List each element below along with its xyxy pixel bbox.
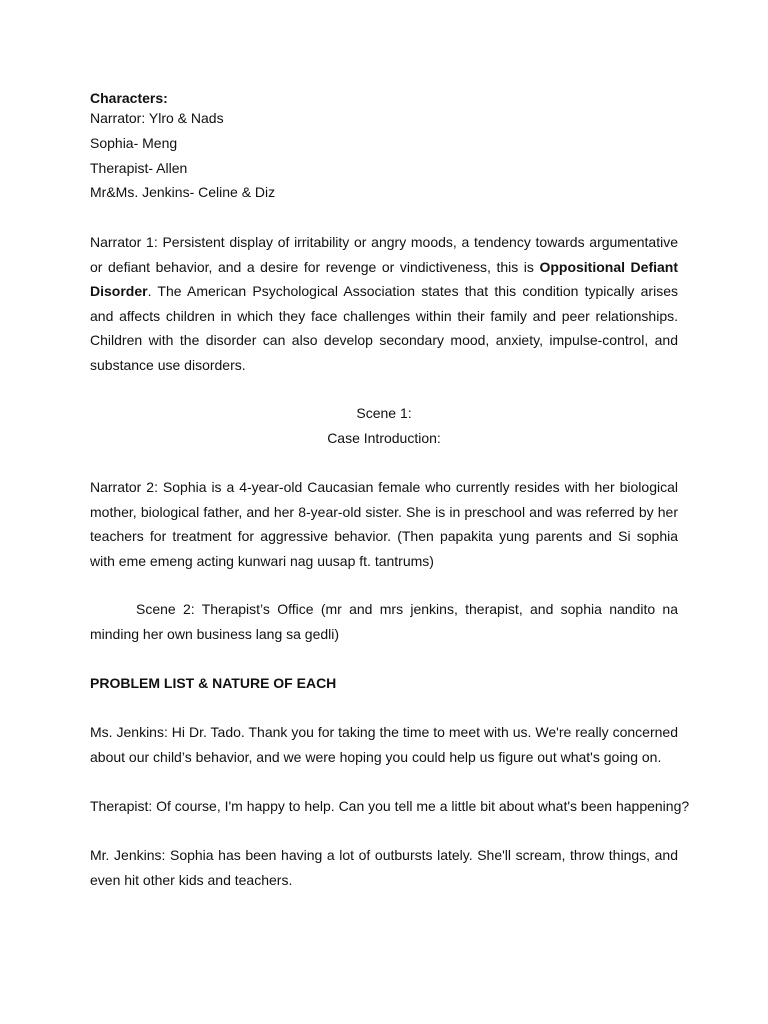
therapist-line: Therapist: Of course, I'm happy to help. Can you tell me a little bit about what's been happening? [90, 798, 690, 814]
characters-section [90, 90, 678, 205]
scene-1-heading [90, 401, 678, 450]
problem-list-heading: PROBLEM LIST & NATURE OF EACH [90, 675, 337, 691]
character-line-narrator: Narrator: Ylro & Nads [90, 110, 224, 126]
ms-jenkins-line: Ms. Jenkins: Hi Dr. Tado. Thank you for taking the time to meet with us. We're really concerned about our child’s behavior, and we were hoping you could help us figure out what's going on. [90, 724, 678, 765]
narrator-1-paragraph [90, 230, 678, 377]
character-line-jenkins: Mr&Ms. Jenkins- Celine & Diz [90, 184, 276, 201]
scene-1-title: Case Introduction: [327, 429, 441, 446]
character-line-therapist: Therapist- Allen [90, 159, 188, 176]
narrator-1-text-after: . The American Psychological Association states that this condition typically arises and affects children in which they face challenges within their family and peer relationships. Children with the disorder can also develop secondary mood, anxiety, impulse-control, and substance use disorders. [90, 283, 678, 373]
characters-heading: Characters: [90, 90, 168, 106]
scene-2-paragraph: Scene 2: Therapist’s Office (mr and mrs jenkins, therapist, and sophia nandito na minding her own business lang sa gedli) [90, 601, 678, 642]
narrator-2-paragraph: Narrator 2: Sophia is a 4-year-old Caucasian female who currently resides with her biological mother, biological father, and her 8-year-old sister. She is in preschool and was referred by her teachers for treatment for aggressive behavior. (Then papakita yung parents and Si sophia with eme emeng acting kunwari nag uusap ft. tantrums) [90, 479, 678, 569]
scene-1-label: Scene 1: [356, 405, 412, 421]
character-line-sophia: Sophia- Meng [90, 134, 178, 151]
narrator-1-bold-term: Oppositional Defiant Disorder [90, 258, 678, 299]
mr-jenkins-line: Mr. Jenkins: Sophia has been having a lot of outbursts lately. She'll scream, throw things, and even hit other kids and teachers. [90, 847, 678, 888]
narrator-1-text-before: Narrator 1: Persistent display of irritability or angry moods, a tendency towards argumentative or defiant behavior, and a desire for revenge or vindictiveness, this is [90, 234, 678, 275]
